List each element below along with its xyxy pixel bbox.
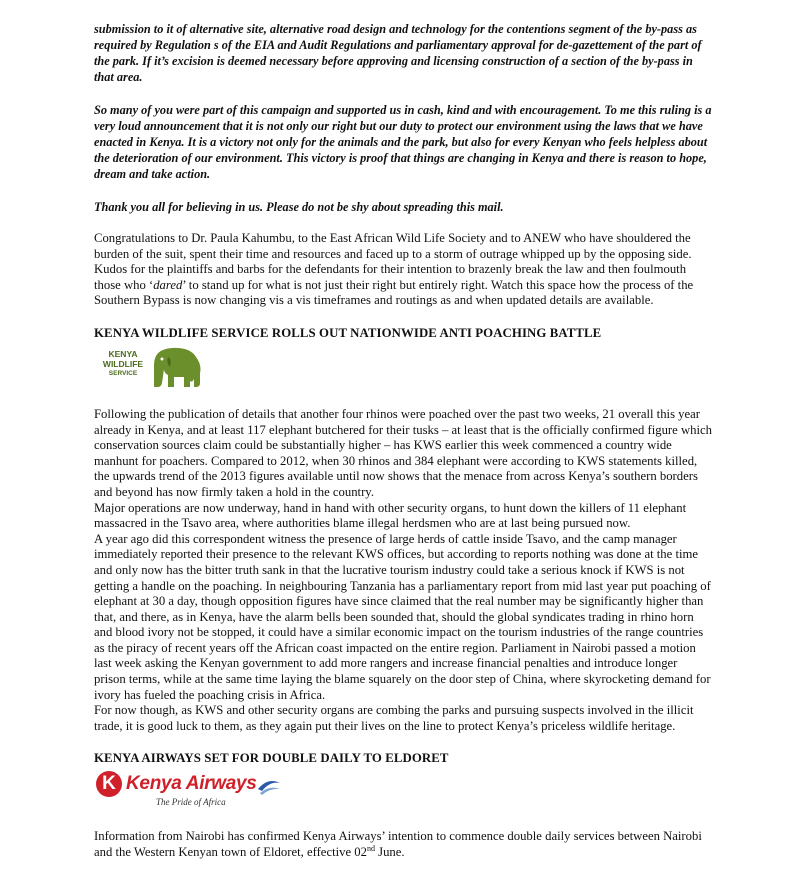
ka-logo-name: Kenya Airways	[126, 773, 257, 795]
congratulations-paragraph: Congratulations to Dr. Paula Kahumbu, to the East African Wild Life Society and to ANEW who have shouldered the burden of the suit, spent their time and resources and faced up to a storm of outrage whipped up by the opposing side. Kudos for the plaintiffs and barbs for the defendants for their intention to brazenly break the law and then foulmouth those who ‘dared’ to stand up for what is not just their right but entirely right. Watch this space how the process of the Southern Bypass is now changing vis a vis timeframes and routings as and when updated details are available.	[94, 231, 694, 308]
kws-logo	[96, 343, 226, 393]
document-page	[94, 21, 712, 861]
intro-paragraph-2: So many of you were part of this campaign and supported us in cash, kind and with encouragement. To me this ruling is a very loud announcement that it is not only our right but our duty to protect our environment using the laws that we have enacted in Kenya. It is a victory not only for the animals and the park, but also for every Kenyan who feels helpless about the deterioration of our environment. This victory is proof that things are changing in Kenya and there is reason to hope, dream and take action.	[94, 103, 712, 181]
ka-paragraph-1: Information from Nairobi has confirmed Kenya Airways’ intention to commence double daily services between Nairobi and the Western Kenyan town of Eldoret, effective 02nd June.	[94, 829, 702, 860]
intro-paragraph-1: submission to it of alternative site, alternative road design and technology for the contentions segment of the by-pass as required by Regulation s of the EIA and Audit Regulations and parliamentary approval for de-gazettement of the part of the park. If it’s excision is deemed necessary before approving and licensing construction of a section of the by-pass in that area.	[94, 22, 702, 84]
kws-paragraph-3: A year ago did this correspondent witness the presence of large herds of cattle inside Tsavo, and the camp manager immediately reported their presence to the relevant KWS offices, but according to reports nothing was done at the time and only now has the bitter truth sank in that the lucrative tourism industry could take a serious knock if KWS is not getting a handle on the poaching. In neighbouring Tanzania has a parliamentary report from mid last year put poaching of elephant at 30 a day, though opposition figures have since claimed that the real number may be significantly higher than that, and there, as in Kenya, have the alarm bells been sounded that, should the global syndicates trading in rhino horn and blood ivory not be stopped, it could have a similar economic impact on the tourism industries of the range countries as the piracy of recent years off the African coast impacted on the entire region. Parliament in Nairobi passed a motion last week asking the Kenyan government to add more rangers and increase financial penalties and introduce longer prison terms, while at the same time laying the blame squarely on the door step of China, where skyrocketing demand for ivory has fueled the poaching crisis in Africa.	[94, 531, 711, 702]
ka-heading: KENYA AIRWAYS SET FOR DOUBLE DAILY TO ELDORET	[94, 751, 449, 766]
dared-word: dared	[153, 277, 183, 292]
kws-logo-text: KENYA WILDLIFE SERVICE	[102, 348, 144, 377]
ka-logo-tagline: The Pride of Africa	[156, 797, 226, 808]
intro-paragraph-3: Thank you all for believing in us. Please do not be shy about spreading this mail.	[94, 200, 504, 214]
elephant-icon	[146, 343, 206, 391]
kws-heading: KENYA WILDLIFE SERVICE ROLLS OUT NATIONWIDE ANTI POACHING BATTLE	[94, 325, 602, 340]
ka-k-icon: K	[96, 771, 122, 797]
kenya-airways-logo	[94, 769, 294, 815]
kws-paragraph-2: Major operations are now underway, hand in hand with other security organs, to hunt down the killers of 11 elephant massacred in the Tsavo area, where authorities blame illegal herdsmen who are at last being pursued now.	[94, 500, 687, 531]
skyteam-icon	[254, 775, 284, 797]
kws-paragraph-4: For now though, as KWS and other security organs are combing the parks and pursuing suspects involved in the illicit trade, it is good luck to them, as they again put their lives on the line to protect Kenya’s priceless wildlife heritage.	[94, 703, 694, 733]
kws-paragraph-1: Following the publication of details that another four rhinos were poached over the past two weeks, 21 overall this year already in Kenya, and at least 117 elephant butchered for their tusks – at least that is the officially confirmed figure which conservation sources claim could be substantially higher – has KWS earlier this week commenced a country wide manhunt for poachers. Compared to 2012, when 30 rhinos and 384 elephant were according to KWS statements killed, the upwards trend of the 2013 figures available until now shows that the menace from across Kenya’s southern borders and beyond has now firmly taken a hold in the country.	[94, 406, 712, 499]
